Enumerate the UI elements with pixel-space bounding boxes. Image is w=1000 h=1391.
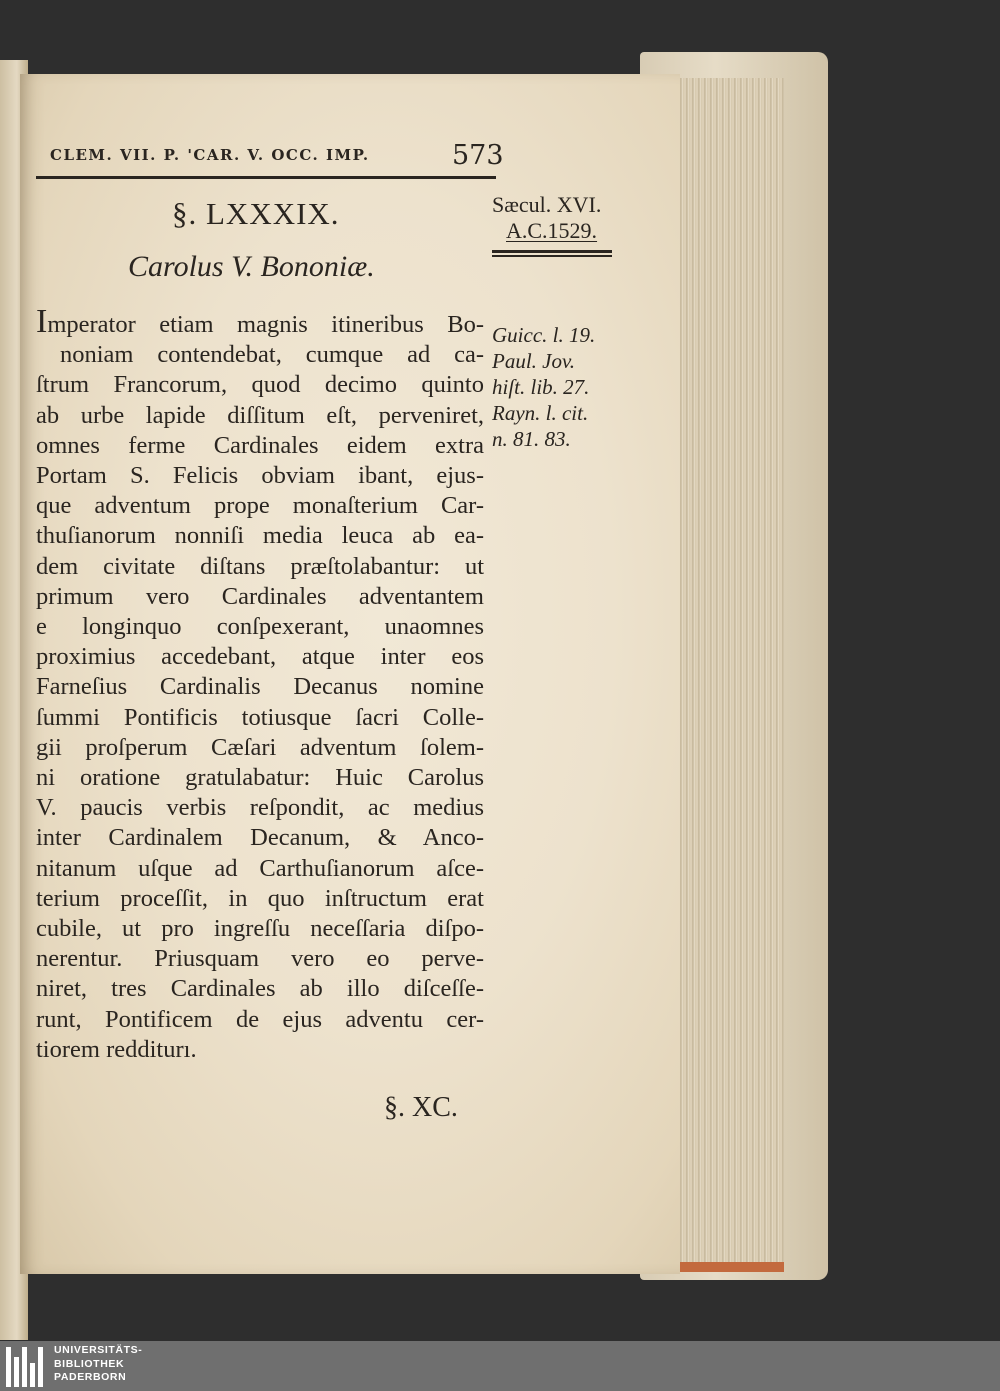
margin-rule-thick [492, 250, 612, 253]
side-note: Rayn. l. cit. [492, 401, 589, 425]
text-line: dem civitate diſtans præſtolabantur: ut [36, 552, 484, 580]
body-paragraph [36, 303, 484, 1065]
section-number: §. LXXXIX. [172, 196, 340, 231]
text-line: ab urbe lapide diſſitum eſt, perveniret, [36, 401, 484, 429]
text-line: que adventum prope monaſterium Car- [36, 492, 484, 520]
side-note: hiſt. lib. 27. [492, 375, 590, 399]
text-line: V. paucis verbis reſpondit, ac medius [36, 794, 484, 822]
margin-rule-thin [492, 255, 612, 257]
library-name-line: PADERBORN [54, 1371, 127, 1383]
text-line: inter Cardinalem Decanum, & Anco- [36, 824, 484, 852]
text-line: niret, tres Cardinales ab illo diſceſſe- [36, 975, 484, 1003]
running-head [48, 140, 504, 182]
text-line: Imperator etiam magnis itineribus Bo- [36, 303, 484, 340]
text-line: proximius accedebant, atque inter eos [36, 643, 484, 671]
text-line: terium proceſſit, in quo inſtructum erat [36, 884, 484, 912]
margin-date-note [492, 192, 622, 257]
side-note: Paul. Jov. [492, 349, 575, 373]
text-line: Portam S. Felicis obviam ibant, ejus- [36, 462, 484, 490]
text-line: primum vero Cardinales adventantem [36, 582, 484, 610]
text-line: nitanum uſque ad Carthuſianorum aſce- [36, 854, 484, 882]
text-line: thuſianorum nonniſi media leuca ab ea- [36, 522, 484, 550]
text-line: gii proſperum Cæſari adventum ſolem- [36, 733, 484, 761]
text-line: tiorem redditurı. [36, 1035, 197, 1063]
text-line: ſummi Pontificis totiusque ſacri Colle- [36, 703, 484, 731]
page-number: 573 [452, 140, 504, 171]
text-line: noniam contendebat, cumque ad ca- [60, 341, 484, 369]
text-line: e longinquo conſpexerant, unaomnes [36, 613, 484, 641]
library-name [54, 1344, 142, 1385]
text-line: runt, Pontificem de ejus adventu cer- [36, 1005, 484, 1033]
library-footer [0, 1341, 1000, 1391]
initial-letter: I [36, 303, 48, 340]
running-head-rule [36, 176, 496, 179]
running-head-text: CLEM. VII. P. 'CAR. V. OCC. IMP. [50, 146, 370, 164]
catchword: §. XC. [384, 1092, 458, 1123]
margin-year: A.C.1529. [506, 218, 598, 243]
text-line: omnes ferme Cardinales eidem extra [36, 431, 484, 459]
text-line: cubile, ut pro ingreſſu neceſſaria diſpo- [36, 915, 484, 943]
library-name-line: UNIVERSITÄTS- [54, 1344, 143, 1356]
text-line: nerentur. Priusquam vero eo perve- [36, 945, 484, 973]
side-note: n. 81. 83. [492, 427, 571, 451]
page-block-edges [672, 78, 784, 1268]
section-subtitle: Carolus V. Bononiæ. [128, 250, 375, 283]
library-name-line: BIBLIOTHEK [54, 1357, 125, 1370]
side-note: Guicc. l. 19. [492, 323, 596, 347]
margin-century: Sæcul. XVI. [492, 192, 602, 217]
text-line: Farneſius Cardinalis Decanus nomine [36, 673, 484, 701]
text-line: ni oratione gratulabatur: Huic Carolus [36, 764, 484, 792]
side-notes [492, 322, 622, 452]
page-edge-red [680, 1262, 784, 1272]
text-line: ſtrum Francorum, quod decimo quinto [36, 371, 484, 399]
library-logo-icon [6, 1345, 46, 1387]
